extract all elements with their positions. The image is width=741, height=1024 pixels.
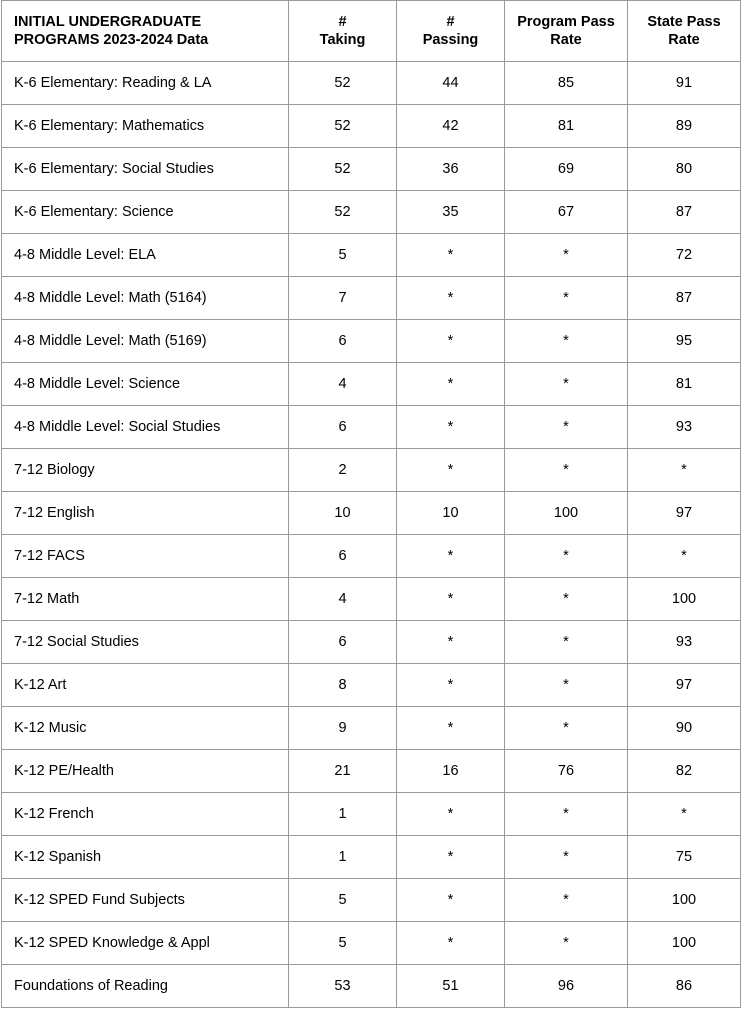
program-cell: 7-12 Math xyxy=(2,578,289,621)
program-pass-rate-cell: 67 xyxy=(505,191,628,234)
state-pass-rate-cell: 75 xyxy=(628,836,741,879)
taking-cell: 21 xyxy=(289,750,397,793)
header-taking-line2: Taking xyxy=(319,32,366,48)
passing-cell: 16 xyxy=(397,750,505,793)
passing-cell: * xyxy=(397,621,505,664)
taking-cell: 10 xyxy=(289,492,397,535)
program-pass-rate-cell: * xyxy=(505,578,628,621)
state-pass-rate-cell: 91 xyxy=(628,62,741,105)
taking-cell: 6 xyxy=(289,621,397,664)
state-pass-rate-cell: 87 xyxy=(628,277,741,320)
passing-cell: 36 xyxy=(397,148,505,191)
program-pass-rate-cell: * xyxy=(505,664,628,707)
table-row xyxy=(2,148,741,191)
passing-cell: * xyxy=(397,406,505,449)
state-pass-rate-cell: 93 xyxy=(628,406,741,449)
table-row xyxy=(2,879,741,922)
header-program-pass-rate xyxy=(505,1,628,62)
header-passing xyxy=(397,1,505,62)
table-row xyxy=(2,234,741,277)
table-row xyxy=(2,621,741,664)
program-pass-rate-cell: * xyxy=(505,707,628,750)
state-pass-rate-cell: 100 xyxy=(628,578,741,621)
state-pass-rate-cell: 97 xyxy=(628,492,741,535)
table-row xyxy=(2,578,741,621)
program-cell: 7-12 English xyxy=(2,492,289,535)
program-pass-rate-cell: * xyxy=(505,277,628,320)
table-row xyxy=(2,965,741,1008)
program-cell: K-12 PE/Health xyxy=(2,750,289,793)
taking-cell: 52 xyxy=(289,105,397,148)
table-row xyxy=(2,750,741,793)
program-pass-rate-cell: * xyxy=(505,234,628,277)
passing-cell: * xyxy=(397,578,505,621)
taking-cell: 52 xyxy=(289,191,397,234)
passing-cell: * xyxy=(397,277,505,320)
program-cell: K-12 Art xyxy=(2,664,289,707)
table-row xyxy=(2,836,741,879)
taking-cell: 7 xyxy=(289,277,397,320)
table-row xyxy=(2,793,741,836)
passing-cell: 10 xyxy=(397,492,505,535)
table-row xyxy=(2,105,741,148)
program-cell: 4-8 Middle Level: Science xyxy=(2,363,289,406)
program-cell: K-12 Spanish xyxy=(2,836,289,879)
program-pass-rate-cell: * xyxy=(505,449,628,492)
taking-cell: 52 xyxy=(289,148,397,191)
passing-cell: * xyxy=(397,234,505,277)
table-row xyxy=(2,406,741,449)
passing-cell: * xyxy=(397,664,505,707)
table-body xyxy=(2,62,741,1008)
passing-cell: * xyxy=(397,363,505,406)
taking-cell: 6 xyxy=(289,406,397,449)
program-pass-rate-cell: 76 xyxy=(505,750,628,793)
taking-cell: 5 xyxy=(289,879,397,922)
passing-cell: * xyxy=(397,320,505,363)
header-program-line2: PROGRAMS 2023-2024 Data xyxy=(14,32,209,48)
program-pass-rate-cell: * xyxy=(505,793,628,836)
table-row xyxy=(2,363,741,406)
taking-cell: 8 xyxy=(289,664,397,707)
passing-cell: * xyxy=(397,535,505,578)
table-row xyxy=(2,449,741,492)
program-pass-rate-cell: * xyxy=(505,535,628,578)
table-row xyxy=(2,535,741,578)
program-cell: 4-8 Middle Level: Social Studies xyxy=(2,406,289,449)
passing-cell: * xyxy=(397,836,505,879)
program-cell: 4-8 Middle Level: Math (5164) xyxy=(2,277,289,320)
program-pass-rate-cell: * xyxy=(505,836,628,879)
program-pass-rate-cell: * xyxy=(505,406,628,449)
header-program-line1: INITIAL UNDERGRADUATE xyxy=(14,14,202,30)
table-row xyxy=(2,922,741,965)
program-cell: K-6 Elementary: Social Studies xyxy=(2,148,289,191)
program-pass-rate-cell: * xyxy=(505,922,628,965)
table-row xyxy=(2,277,741,320)
passing-cell: 35 xyxy=(397,191,505,234)
program-cell: K-6 Elementary: Mathematics xyxy=(2,105,289,148)
passing-cell: * xyxy=(397,922,505,965)
table-row xyxy=(2,707,741,750)
program-cell: 4-8 Middle Level: Math (5169) xyxy=(2,320,289,363)
passing-cell: 44 xyxy=(397,62,505,105)
state-pass-rate-cell: 100 xyxy=(628,922,741,965)
taking-cell: 5 xyxy=(289,234,397,277)
header-state-pass-rate xyxy=(628,1,741,62)
state-pass-rate-cell: 93 xyxy=(628,621,741,664)
state-pass-rate-cell: * xyxy=(628,535,741,578)
state-pass-rate-cell: 81 xyxy=(628,363,741,406)
state-pass-rate-cell: 80 xyxy=(628,148,741,191)
header-program xyxy=(2,1,289,62)
table-row xyxy=(2,492,741,535)
header-taking-line1: # xyxy=(338,14,347,30)
header-program-pass-rate-line1: Program Pass xyxy=(517,14,615,30)
passing-cell: * xyxy=(397,879,505,922)
program-cell: 7-12 Biology xyxy=(2,449,289,492)
header-state-pass-rate-line1: State Pass xyxy=(647,14,721,30)
program-pass-rate-cell: * xyxy=(505,879,628,922)
taking-cell: 4 xyxy=(289,578,397,621)
header-passing-line1: # xyxy=(446,14,455,30)
taking-cell: 6 xyxy=(289,320,397,363)
passing-cell: 51 xyxy=(397,965,505,1008)
state-pass-rate-cell: 82 xyxy=(628,750,741,793)
taking-cell: 1 xyxy=(289,793,397,836)
program-pass-rate-cell: 85 xyxy=(505,62,628,105)
program-pass-rate-cell: 69 xyxy=(505,148,628,191)
taking-cell: 2 xyxy=(289,449,397,492)
program-cell: K-12 Music xyxy=(2,707,289,750)
taking-cell: 4 xyxy=(289,363,397,406)
state-pass-rate-cell: 87 xyxy=(628,191,741,234)
program-cell: K-12 SPED Fund Subjects xyxy=(2,879,289,922)
state-pass-rate-cell: * xyxy=(628,449,741,492)
program-pass-rate-cell: * xyxy=(505,320,628,363)
state-pass-rate-cell: 95 xyxy=(628,320,741,363)
state-pass-rate-cell: 89 xyxy=(628,105,741,148)
program-pass-rate-cell: 96 xyxy=(505,965,628,1008)
state-pass-rate-cell: 86 xyxy=(628,965,741,1008)
program-pass-rate-cell: * xyxy=(505,621,628,664)
table-row xyxy=(2,62,741,105)
taking-cell: 6 xyxy=(289,535,397,578)
taking-cell: 53 xyxy=(289,965,397,1008)
passing-cell: 42 xyxy=(397,105,505,148)
header-state-pass-rate-line2: Rate xyxy=(668,32,700,48)
table-row xyxy=(2,191,741,234)
taking-cell: 1 xyxy=(289,836,397,879)
state-pass-rate-cell: 97 xyxy=(628,664,741,707)
header-program-pass-rate-line2: Rate xyxy=(550,32,582,48)
program-cell: K-6 Elementary: Reading & LA xyxy=(2,62,289,105)
program-cell: K-12 French xyxy=(2,793,289,836)
program-pass-rate-cell: 100 xyxy=(505,492,628,535)
pass-rate-table xyxy=(1,0,741,1008)
table-row xyxy=(2,664,741,707)
table-row xyxy=(2,320,741,363)
program-cell: Foundations of Reading xyxy=(2,965,289,1008)
program-cell: 7-12 Social Studies xyxy=(2,621,289,664)
program-pass-rate-cell: * xyxy=(505,363,628,406)
passing-cell: * xyxy=(397,793,505,836)
header-passing-line2: Passing xyxy=(422,32,479,48)
state-pass-rate-cell: 100 xyxy=(628,879,741,922)
program-pass-rate-cell: 81 xyxy=(505,105,628,148)
program-cell: K-6 Elementary: Science xyxy=(2,191,289,234)
state-pass-rate-cell: 90 xyxy=(628,707,741,750)
header-taking xyxy=(289,1,397,62)
program-cell: 4-8 Middle Level: ELA xyxy=(2,234,289,277)
passing-cell: * xyxy=(397,449,505,492)
state-pass-rate-cell: * xyxy=(628,793,741,836)
program-cell: 7-12 FACS xyxy=(2,535,289,578)
taking-cell: 5 xyxy=(289,922,397,965)
taking-cell: 52 xyxy=(289,62,397,105)
taking-cell: 9 xyxy=(289,707,397,750)
program-cell: K-12 SPED Knowledge & Appl xyxy=(2,922,289,965)
header-row xyxy=(2,1,741,62)
passing-cell: * xyxy=(397,707,505,750)
state-pass-rate-cell: 72 xyxy=(628,234,741,277)
